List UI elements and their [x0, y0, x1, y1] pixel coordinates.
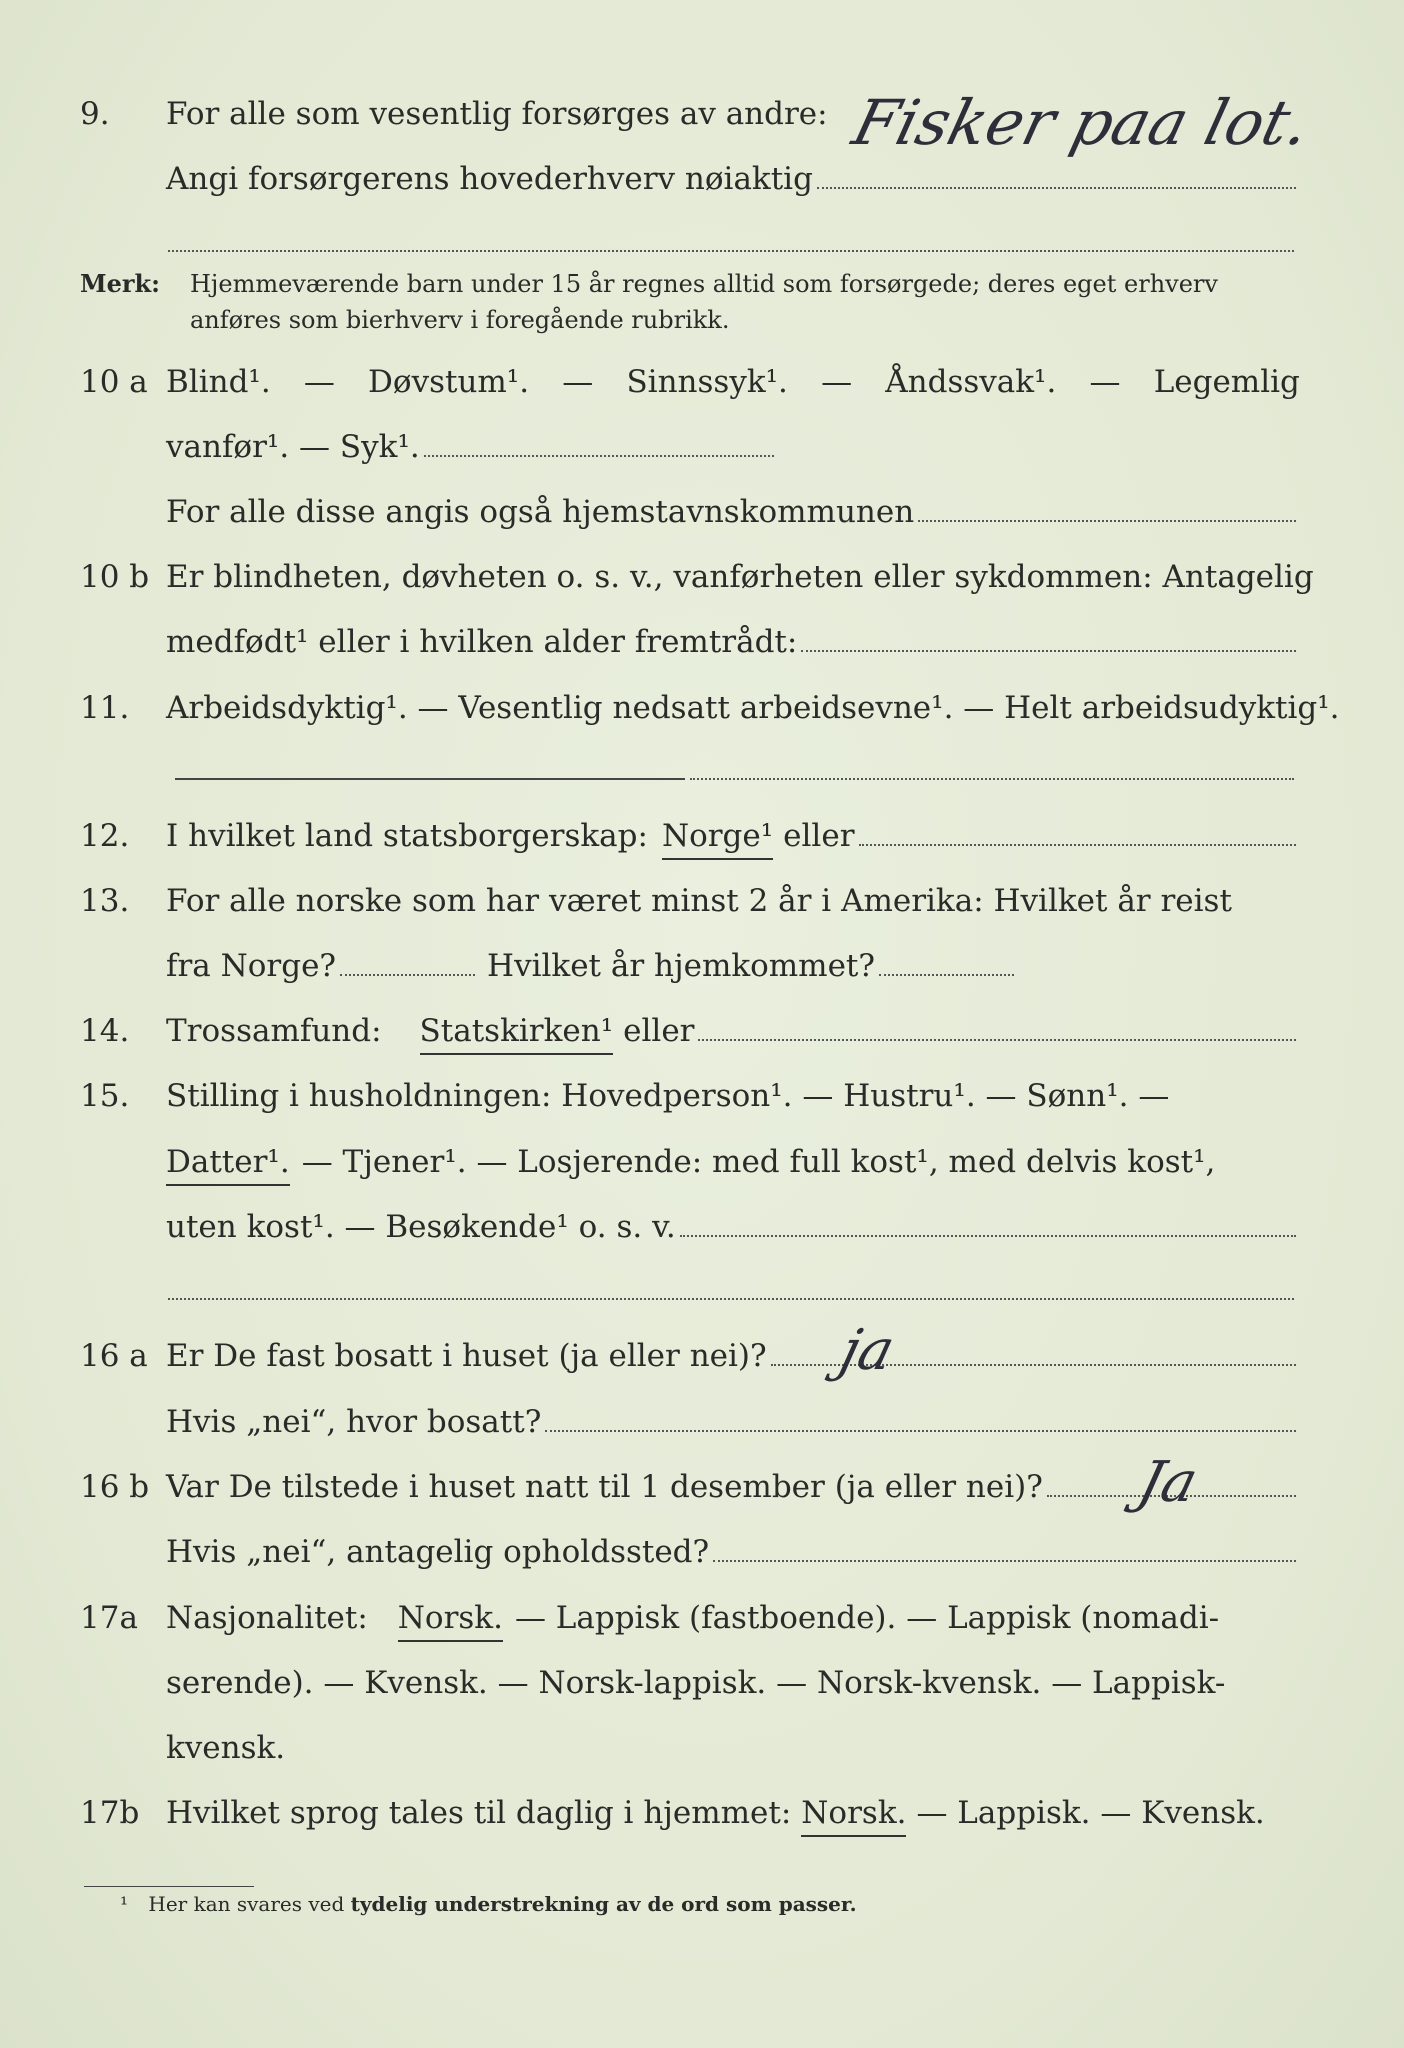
handwritten-answer-16a: ja — [833, 1318, 901, 1383]
option-sinnssyk[interactable]: Sinnssyk¹. — [626, 364, 788, 400]
question-text: Hvis „nei“, hvor bosatt? — [166, 1404, 542, 1440]
question-text: — Lappisk (fastboende). — Lappisk (nomadi- — [514, 1600, 1220, 1636]
question-16b-line2 — [80, 1530, 1300, 1574]
question-number: 15. — [80, 1078, 130, 1114]
option-blind[interactable]: Blind¹. — [166, 364, 271, 400]
question-text: fra Norge? — [166, 948, 337, 984]
note-text: anføres som bierhverv i foregående rubrikk. — [190, 306, 730, 334]
footnote-rule — [84, 1886, 254, 1887]
answer-dotted-line[interactable] — [424, 454, 774, 457]
question-text: I hvilket land statsborgerskap: — [166, 818, 648, 854]
question-number: 17a — [80, 1600, 138, 1636]
option-dovstum[interactable]: Døvstum¹. — [368, 364, 530, 400]
question-text: Trossamfund: — [166, 1013, 382, 1049]
question-number: 14. — [80, 1013, 130, 1049]
question-number: 10 b — [80, 559, 150, 595]
question-16a-line1 — [80, 1334, 1300, 1378]
question-10a-line3 — [80, 490, 1300, 534]
question-16b-line1 — [80, 1465, 1300, 1509]
question-text: Er De fast bosatt i huset (ja eller nei)? — [166, 1338, 767, 1374]
note-text: Hjemmeværende barn under 15 år regnes alltid som forsørgede; deres eget erhverv — [190, 270, 1218, 298]
question-text: — Lappisk. — Kvensk. — [916, 1795, 1265, 1831]
answer-line — [175, 778, 685, 780]
answer-dotted-line[interactable] — [713, 1559, 1296, 1562]
question-text: — Tjener¹. — Losjerende: med full kost¹, med delvis kost¹, — [301, 1144, 1216, 1180]
separator-dash: — — [562, 364, 594, 400]
question-number: 16 b — [80, 1469, 150, 1505]
question-text: Er blindheten, døvheten o. s. v., vanførheten eller sykdommen: Antagelig — [166, 559, 1314, 595]
question-17a-line3 — [80, 1726, 1300, 1770]
question-number: 12. — [80, 818, 130, 854]
note-label: Merk: — [80, 269, 160, 298]
option-datter-underlined[interactable]: Datter¹. — [166, 1140, 290, 1186]
question-text: serende). — Kvensk. — Norsk-lappisk. — Norsk-kvensk. — Lappisk- — [166, 1665, 1226, 1701]
separator-dash: — — [821, 364, 853, 400]
question-10b-line1 — [80, 555, 1314, 599]
question-15-line3 — [80, 1205, 1300, 1249]
question-10b-line2 — [80, 620, 1300, 664]
separator-dash: — — [303, 364, 335, 400]
question-text: Angi forsørgerens hovederhverv nøiaktig — [166, 161, 813, 197]
separator-dash: — — [1089, 364, 1121, 400]
question-10a-line2 — [80, 425, 1300, 469]
option-legemlig[interactable]: Legemlig — [1153, 364, 1300, 400]
question-15-line2 — [80, 1140, 1300, 1184]
option-norge-underlined[interactable]: Norge¹ — [662, 814, 773, 860]
answer-dotted-line[interactable] — [859, 843, 1296, 846]
question-11 — [80, 686, 1340, 730]
question-text: For alle disse angis også hjemstavnskommunen — [166, 494, 915, 530]
handwritten-answer-16b: Ja — [1131, 1450, 1204, 1515]
question-15-line1 — [80, 1074, 1300, 1118]
question-text: Hvilket sprog tales til daglig i hjemmet: — [166, 1795, 792, 1831]
question-text: medfødt¹ eller i hvilken alder fremtrådt: — [166, 624, 798, 660]
question-text: vanfør¹. — Syk¹. — [166, 429, 420, 465]
option-andssvak[interactable]: Åndssvak¹. — [885, 364, 1057, 400]
question-number: 9. — [80, 96, 110, 132]
question-number: 17b — [80, 1795, 140, 1831]
answer-dotted-line[interactable] — [817, 186, 1296, 189]
question-text: uten kost¹. — Besøkende¹ o. s. v. — [166, 1209, 676, 1245]
question-17b — [80, 1791, 1300, 1835]
question-text: Stilling i husholdningen: Hovedperson¹. — Hustru¹. — Sønn¹. — — [166, 1078, 1170, 1114]
question-13-line1 — [80, 879, 1300, 923]
question-12 — [80, 814, 1300, 858]
question-16a-line2 — [80, 1400, 1300, 1444]
question-number: 13. — [80, 883, 130, 919]
footnote-bold-text: tydelig understrekning av de ord som passer. — [350, 1892, 857, 1916]
question-text: Nasjonalitet: — [166, 1600, 368, 1636]
answer-dotted-line — [690, 778, 1294, 780]
answer-dotted-line[interactable] — [698, 1038, 1296, 1041]
question-text: Hvilket år hjemkommet? — [487, 948, 876, 984]
question-text: For alle som vesentlig forsørges av andre: — [166, 96, 828, 132]
footnote-text: Her kan svares ved — [148, 1892, 345, 1916]
question-number: 10 a — [80, 364, 148, 400]
handwritten-answer-9: Fisker paa lot. — [845, 86, 1318, 159]
question-17a-line2 — [80, 1661, 1300, 1705]
question-text: For alle norske som har været minst 2 år i Amerika: Hvilket år reist — [166, 883, 1232, 919]
footnote — [120, 1892, 857, 1916]
answer-dotted-line[interactable] — [680, 1234, 1296, 1237]
question-text: Arbeidsdyktig¹. — Vesentlig nedsatt arbeidsevne¹. — Helt arbeidsudyktig¹. — [166, 690, 1340, 726]
footnote-mark: ¹ — [120, 1892, 129, 1916]
answer-dotted-line[interactable] — [801, 649, 1296, 652]
option-norsk-underlined[interactable]: Norsk. — [801, 1791, 906, 1837]
question-10a-line1 — [80, 360, 1300, 404]
option-statskirken-underlined[interactable]: Statskirken¹ — [420, 1009, 614, 1055]
answer-dotted-line[interactable] — [545, 1429, 1296, 1432]
answer-dotted-line — [168, 1298, 1294, 1300]
question-17a-line1 — [80, 1596, 1300, 1640]
question-text: eller — [623, 1013, 695, 1049]
question-13-line2 — [80, 944, 1300, 988]
question-text: Var De tilstede i huset natt til 1 desember (ja eller nei)? — [166, 1469, 1043, 1505]
question-number: 16 a — [80, 1338, 148, 1374]
answer-dotted-line[interactable] — [340, 973, 475, 976]
question-9-line2 — [80, 157, 1300, 201]
answer-dotted-line[interactable] — [918, 519, 1296, 522]
question-text: kvensk. — [166, 1730, 286, 1766]
answer-dotted-line[interactable] — [879, 973, 1014, 976]
question-text: Hvis „nei“, antagelig opholdssted? — [166, 1534, 710, 1570]
answer-dotted-line — [168, 250, 1294, 252]
option-norsk-underlined[interactable]: Norsk. — [398, 1596, 503, 1642]
question-number: 11. — [80, 690, 130, 726]
question-text: eller — [783, 818, 855, 854]
question-14 — [80, 1009, 1300, 1053]
